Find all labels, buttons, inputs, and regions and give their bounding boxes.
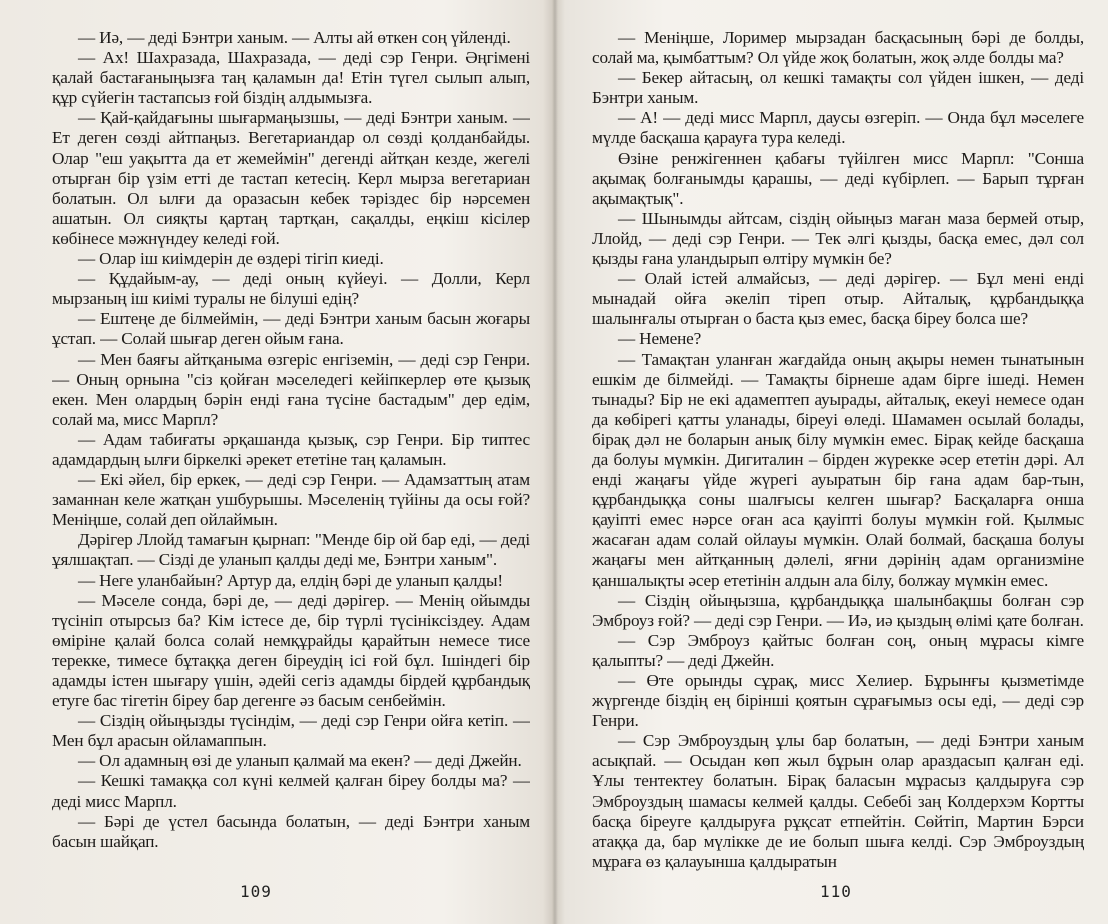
- paragraph: — Құдайым-ау, — деді оның күйеуі. — Долли, Керл мырзаның іш киімі туралы не білуші едің?: [52, 269, 530, 309]
- paragraph: — Олар іш киімдерін де өздері тігіп киеді.: [78, 249, 384, 269]
- book-gutter: [552, 0, 558, 924]
- paragraph: — А! — деді мисс Марпл, даусы өзгеріп. — Онда бұл мәселеге мүлде басқаша қарауға тура келеді.: [592, 108, 1084, 148]
- paragraph: — Сіздің ойыңызша, құрбандыққа шалынбақшы болған сэр Эмброуз ғой? — деді сэр Генри. — Иә, иә қыздың өлімі қате болған.: [592, 590, 1084, 630]
- paragraph: — Қай-қайдағыны шығармаңызшы, — деді Бэнтри ханым. — Ет деген сөзді айтпаңыз. Вегетариандар ол сөзді қолданбайды. Олар "еш уақытта да ет жемеймін" дегенді айтқан кезде, жегелі отырған бір үзім етті де тастап кетесің. Керл мырза вегетариан болатын. Ол ылғи да оразасын кебек тәріздес бір нәрсемен ашатын. Ол сияқты қартаң тартқан, сақалды, еңкіш кісілер көбінесе мәжнүндеу келеді ғой.: [52, 108, 530, 248]
- paragraph: — Өте орынды сұрақ, мисс Хелиер. Бұрынғы қызметімде жүргенде біздің ең бірінші қоятын сұрағымыз осы еді, — деді сэр Генри.: [592, 671, 1084, 731]
- paragraph: Дәрігер Ллойд тамағын қырнап: "Менде бір ой бар еді, — деді ұялшақтап. — Сізді де уланып қалды деді ме, Бэнтри ханым".: [52, 530, 530, 570]
- paragraph: — Тамақтан уланған жағдайда оның ақыры немен тынатынын ешкім де білмейді. — Тамақты бірнеше адам бірге ішеді. Немен тынады? Бір не екі адамептеп ауырады, айталық, екеуі немесе одан да көбірегі қатты уланады, біреуі өледі. Шамамен осылай болады, бірақ дәл не боларын анық білу мүмкін емес. Бірақ кейде басқаша да болуы мүмкін. Дигиталин – бірден жүрекке әсер ететін дәрі. Ал енді жаңағы үйде жүрегі ауыратын бір ғана адам бар-тын, құрбандыққа соны шалғысы келген шығар? Басқаларға онша қауіпті емес нәрсе оған аса қауіпті болуы мүмкін ғой. Қылмыс жасаған адам солай ойлауы мүмкін. Олай болмай, басқаша болуы жаңағы мен айтқанның дәлелі, яғни дәрінің адам организміне қаншалықты әсер ететінін алдын ала білу, болжау мүмкін емес.: [592, 349, 1084, 590]
- right-page-text: [592, 28, 1084, 872]
- paragraph: — Немене?: [618, 329, 702, 349]
- paragraph: — Адам табиғаты әрқашанда қызық, сэр Генри. Бір типтес адамдардың ылғи біркелкі әрекет ететіне таң қаламын.: [52, 429, 530, 469]
- paragraph: — Ол адамның өзі де уланып қалмай ма екен? — деді Джейн.: [78, 751, 522, 771]
- paragraph: — Сіздің ойыңызды түсіндім, — деді сэр Генри ойға кетіп. — Мен бұл арасын ойламаппын.: [52, 711, 530, 751]
- paragraph: — Ах! Шахразада, Шахразада, — деді сэр Генри. Әңгімені қалай бастағаныңызға таң қаламын да! Етін түгел сылып алып, құр сүйегін тастапсыз ғой біздің алдымызға.: [52, 48, 530, 108]
- paragraph: — Сэр Эмброуздың ұлы бар болатын, — деді Бэнтри ханым асықпай. — Осыдан көп жыл бұрын олар араздасып қалған еді. Ұлы тентектеу болатын. Бірақ баласын мұрасыз қалдыруға сэр Эмброуздың шамасы келмей қалды. Себебі заң Колдерхэм Кортты басқа біреуге қалдыруға рұқсат етпейтін. Сөйтіп, Мартин Бэрси атаққа да, бар мүлікке де ие болып шыға келді. Сэр Эмброуздың мұраға өз қалауынша қалдыратын: [592, 731, 1084, 871]
- paragraph: — Кешкі тамаққа сол күні келмей қалған біреу болды ма? — деді мисс Марпл.: [52, 771, 530, 811]
- paragraph: — Мен баяғы айтқаныма өзгеріс енгіземін, — деді сэр Генри. — Оның орнына "сіз қойған мәселедегі кейіпкерлер өте қызық екен. Мен олардың бәрін енді ғана түсіне бастадым" дер едім, солай ма, мисс Марпл?: [52, 349, 530, 429]
- paragraph: — Неге уланбайын? Артур да, елдің бәрі де уланып қалды!: [78, 570, 503, 590]
- paragraph: — Бәрі де үстел басында болатын, — деді Бэнтри ханым басын шайқап.: [52, 811, 530, 851]
- paragraph: — Бекер айтасың, ол кешкі тамақты сол үйден ішкен, — деді Бэнтри ханым.: [592, 68, 1084, 108]
- right-page: [592, 28, 1084, 924]
- left-page-text: [52, 28, 530, 852]
- paragraph: — Шынымды айтсам, сіздің ойыңыз маған маза бермей отыр, Ллойд, — деді сэр Генри. — Тек әлгі қызды, басқа емес, дәл сол қызды ғана уландырып өлтіру мүмкін бе?: [592, 208, 1084, 269]
- page-number-right: 110: [820, 882, 852, 901]
- paragraph: — Олай істей алмайсыз, — деді дәрігер. — Бұл мені енді мынадай ойға әкеліп тіреп отыр. Айталық, құрбандыққа шалынғалы отырған о баста қыз емес, басқа біреу болса ше?: [592, 269, 1084, 329]
- paragraph: — Ештеңе де білмеймін, — деді Бэнтри ханым басын жоғары ұстап. — Солай шығар деген ойым ғана.: [52, 309, 530, 349]
- page-number-left: 109: [240, 882, 272, 901]
- left-page: [52, 28, 530, 924]
- paragraph: Өзіне ренжігеннен қабағы түйілген мисс Марпл: "Сонша ақымақ болғанымды қарашы, — деді күбірлеп. — Барып тұрған ақымақтық".: [592, 148, 1084, 208]
- paragraph: — Сэр Эмброуз қайтыс болған соң, оның мұрасы кімге қалыпты? — деді Джейн.: [592, 630, 1084, 670]
- paragraph: — Мәселе сонда, бәрі де, — деді дәрігер. — Менің ойымды түсініп отырсыз ба? Кім істесе де, бір түрлі түсініксіздеу. Адам өміріне қалай болса солай немқұрайды қарайтын немесе тисе терекке, тимесе бұтаққа деген біреудің ісі ғой бұл. Ішіндегі бір адамды істен шығару үшін, әдейі сегіз адамды бірдей құрбандық етуге бас тігетін біреу бар дегенге әз басым сенбеймін.: [52, 590, 530, 711]
- paragraph: — Иә, — деді Бэнтри ханым. — Алты ай өткен соң үйленді.: [78, 28, 511, 47]
- paragraph: — Екі әйел, бір еркек, — деді сэр Генри. — Адамзаттың атам заманнан келе жатқан ушбурышы. Мәселенің түйіны да осы ғой? Меніңше, солай деп ойлаймын.: [52, 470, 530, 530]
- paragraph: — Меніңше, Лоример мырзадан басқасының бәрі де болды, солай ма, қымбаттым? Ол үйде жоқ болатын, жоқ әлде болды ма?: [592, 28, 1084, 68]
